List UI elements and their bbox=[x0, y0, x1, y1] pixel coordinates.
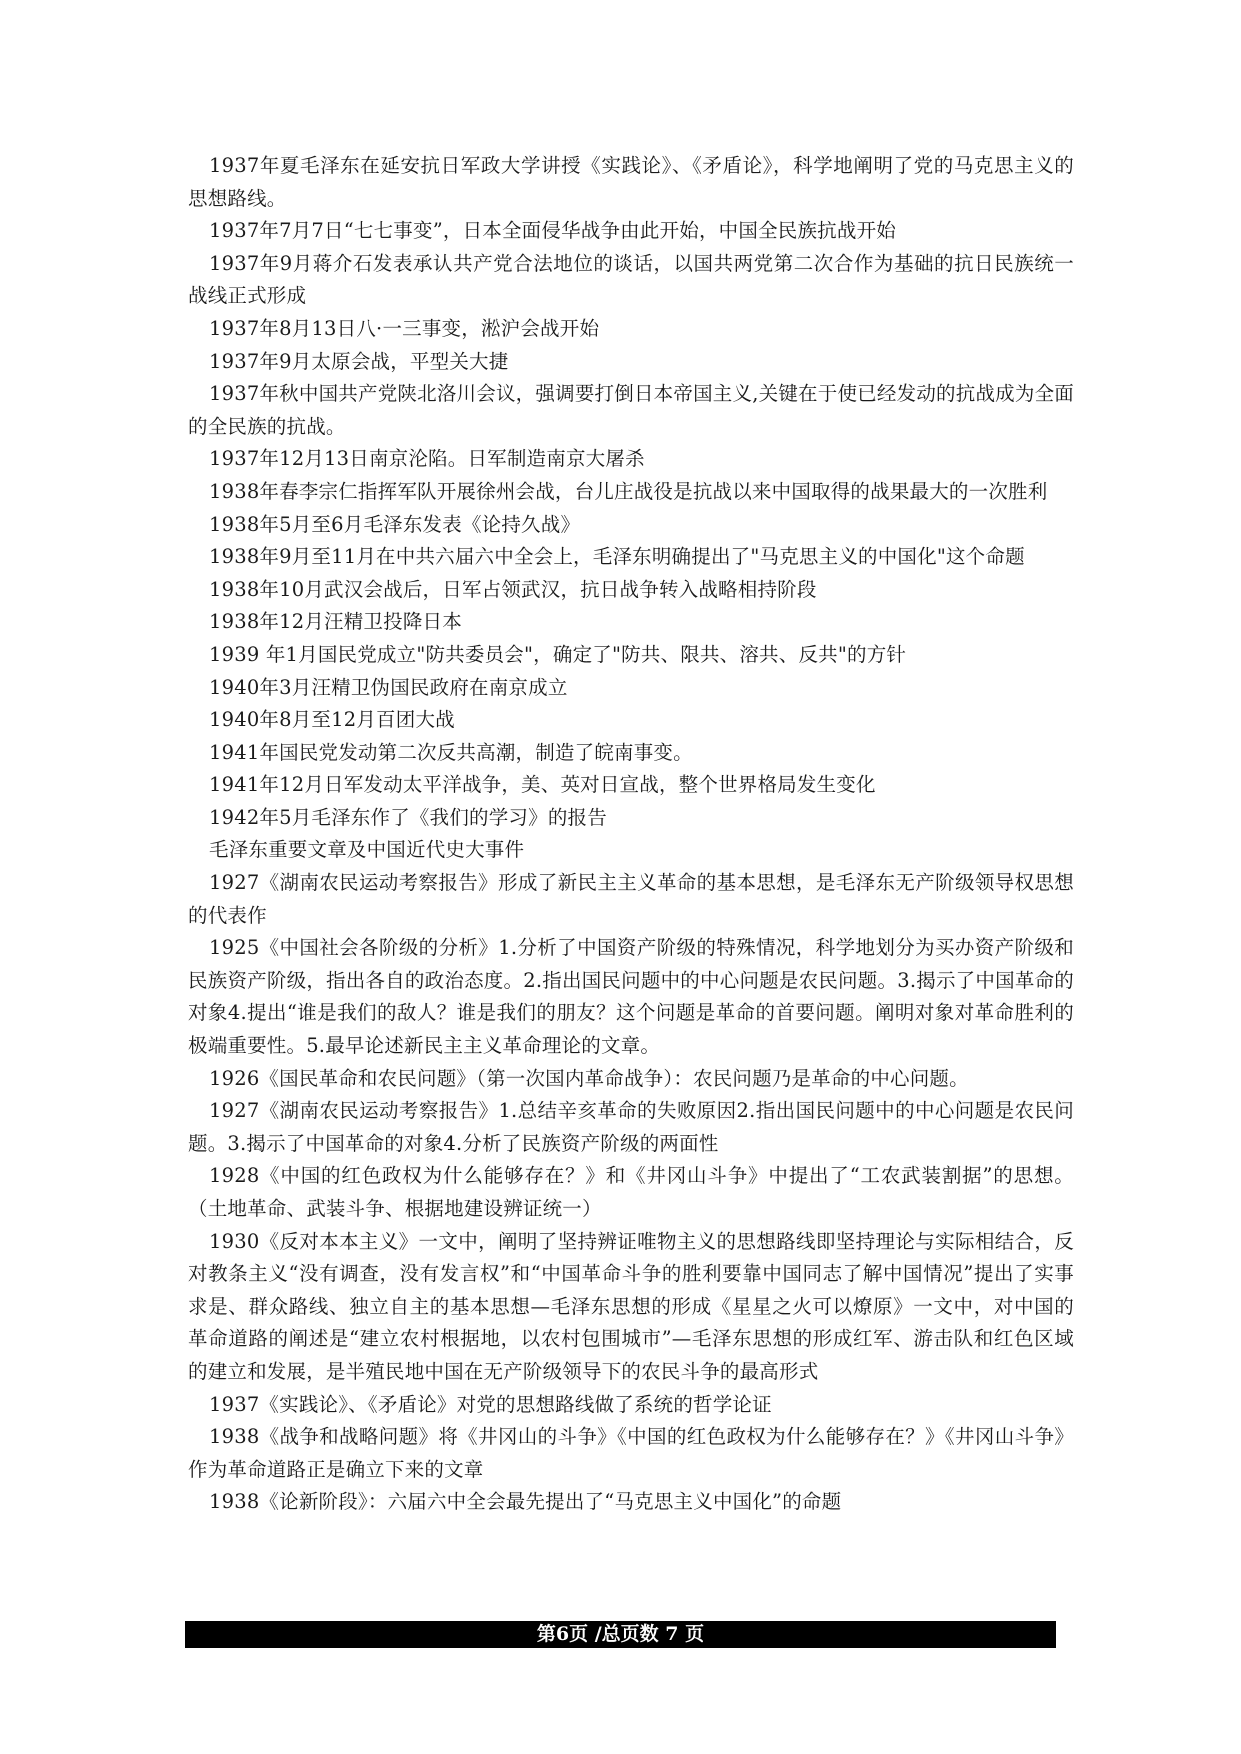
paragraph: 1927《湖南农民运动考察报告》1.总结辛亥革命的失败原因2.指出国民问题中的中心问题是农民问题。3.揭示了中国革命的对象4.分析了民族资产阶级的两面性 bbox=[188, 1099, 1074, 1155]
paragraph: 1938年12月汪精卫投降日本 bbox=[209, 610, 462, 634]
paragraph: 1938年10月武汉会战后，日军占领武汉，抗日战争转入战略相持阶段 bbox=[209, 577, 817, 601]
paragraph: 1937年8月13日八·一三事变，淞沪会战开始 bbox=[209, 316, 600, 340]
paragraph: 1938《论新阶段》：六届六中全会最先提出了“马克思主义中国化”的命题 bbox=[209, 1490, 842, 1514]
section-heading: 毛泽东重要文章及中国近代史大事件 bbox=[209, 838, 525, 862]
page-footer bbox=[185, 1621, 1056, 1648]
paragraph: 1939 年1月国民党成立"防共委员会"，确定了"防共、限共、溶共、反共"的方针 bbox=[209, 642, 907, 666]
paragraph: 1937《实践论》、《矛盾论》对党的思想路线做了系统的哲学论证 bbox=[209, 1392, 772, 1416]
paragraph: 1938年9月至11月在中共六届六中全会上，毛泽东明确提出了"马克思主义的中国化"这个命题 bbox=[209, 545, 1025, 569]
paragraph: 1927《湖南农民运动考察报告》形成了新民主主义革命的基本思想，是毛泽东无产阶级领导权思想的代表作 bbox=[188, 871, 1074, 927]
paragraph: 1925《中国社会各阶级的分析》1.分析了中国资产阶级的特殊情况，科学地划分为买办资产阶级和民族资产阶级，指出各自的政治态度。2.指出国民问题中的中心问题是农民问题。3.揭示了中国革命的对象4.提出“谁是我们的敌人？谁是我们的朋友？这个问题是革命的首要问题。阐明对象对革命胜利的极端重要性。5.最早论述新民主主义革命理论的文章。 bbox=[188, 936, 1074, 1058]
paragraph: 1938《战争和战略问题》将《井冈山的斗争》《中国的红色政权为什么能够存在？》《井冈山斗争》作为革命道路正是确立下来的文章 bbox=[188, 1425, 1074, 1481]
paragraph: 1941年12月日军发动太平洋战争，美、英对日宣战，整个世界格局发生变化 bbox=[209, 773, 876, 797]
paragraph: 1937年7月7日“七七事变”，日本全面侵华战争由此开始，中国全民族抗战开始 bbox=[209, 219, 896, 243]
page-number-label: 第6页 /总页数 7 页 bbox=[536, 1623, 705, 1645]
paragraph: 1940年8月至12月百团大战 bbox=[209, 708, 455, 732]
paragraph: 1937年9月太原会战，平型关大捷 bbox=[209, 349, 509, 373]
paragraph: 1940年3月汪精卫伪国民政府在南京成立 bbox=[209, 675, 568, 699]
document-body bbox=[188, 150, 1074, 1519]
paragraph: 1938年5月至6月毛泽东发表《论持久战》 bbox=[209, 512, 581, 536]
paragraph: 1937年12月13日南京沦陷。日军制造南京大屠杀 bbox=[209, 447, 645, 471]
paragraph: 1928《中国的红色政权为什么能够存在？》和《井冈山斗争》中提出了“工农武装割据”的思想。（土地革命、武装斗争、根据地建设辨证统一） bbox=[188, 1164, 1074, 1220]
paragraph: 1942年5月毛泽东作了《我们的学习》的报告 bbox=[209, 805, 607, 829]
paragraph: 1937年秋中国共产党陕北洛川会议，强调要打倒日本帝国主义,关键在于使已经发动的抗战成为全面的全民族的抗战。 bbox=[188, 382, 1074, 438]
paragraph: 1941年国民党发动第二次反共高潮，制造了皖南事变。 bbox=[209, 740, 693, 764]
paragraph: 1926《国民革命和农民问题》（第一次国内革命战争）：农民问题乃是革命的中心问题。 bbox=[209, 1066, 969, 1090]
paragraph: 1937年9月蒋介石发表承认共产党合法地位的谈话，以国共两党第二次合作为基础的抗日民族统一战线正式形成 bbox=[188, 251, 1074, 308]
paragraph: 1937年夏毛泽东在延安抗日军政大学讲授《实践论》、《矛盾论》，科学地阐明了党的马克思主义的思想路线。 bbox=[188, 154, 1074, 210]
paragraph: 1938年春李宗仁指挥军队开展徐州会战，台儿庄战役是抗战以来中国取得的战果最大的一次胜利 bbox=[209, 479, 1048, 503]
paragraph: 1930《反对本本主义》一文中，阐明了坚持辨证唯物主义的思想路线即坚持理论与实际相结合，反对教条主义“没有调查，没有发言权”和“中国革命斗争的胜利要靠中国同志了解中国情况”提出了实事求是、群众路线、独立自主的基本思想—毛泽东思想的形成《星星之火可以燎原》一文中，对中国的革命道路的阐述是“建立农村根据地，以农村包围城市”—毛泽东思想的形成红军、游击队和红色区域的建立和发展，是半殖民地中国在无产阶级领导下的农民斗争的最高形式 bbox=[188, 1229, 1074, 1383]
